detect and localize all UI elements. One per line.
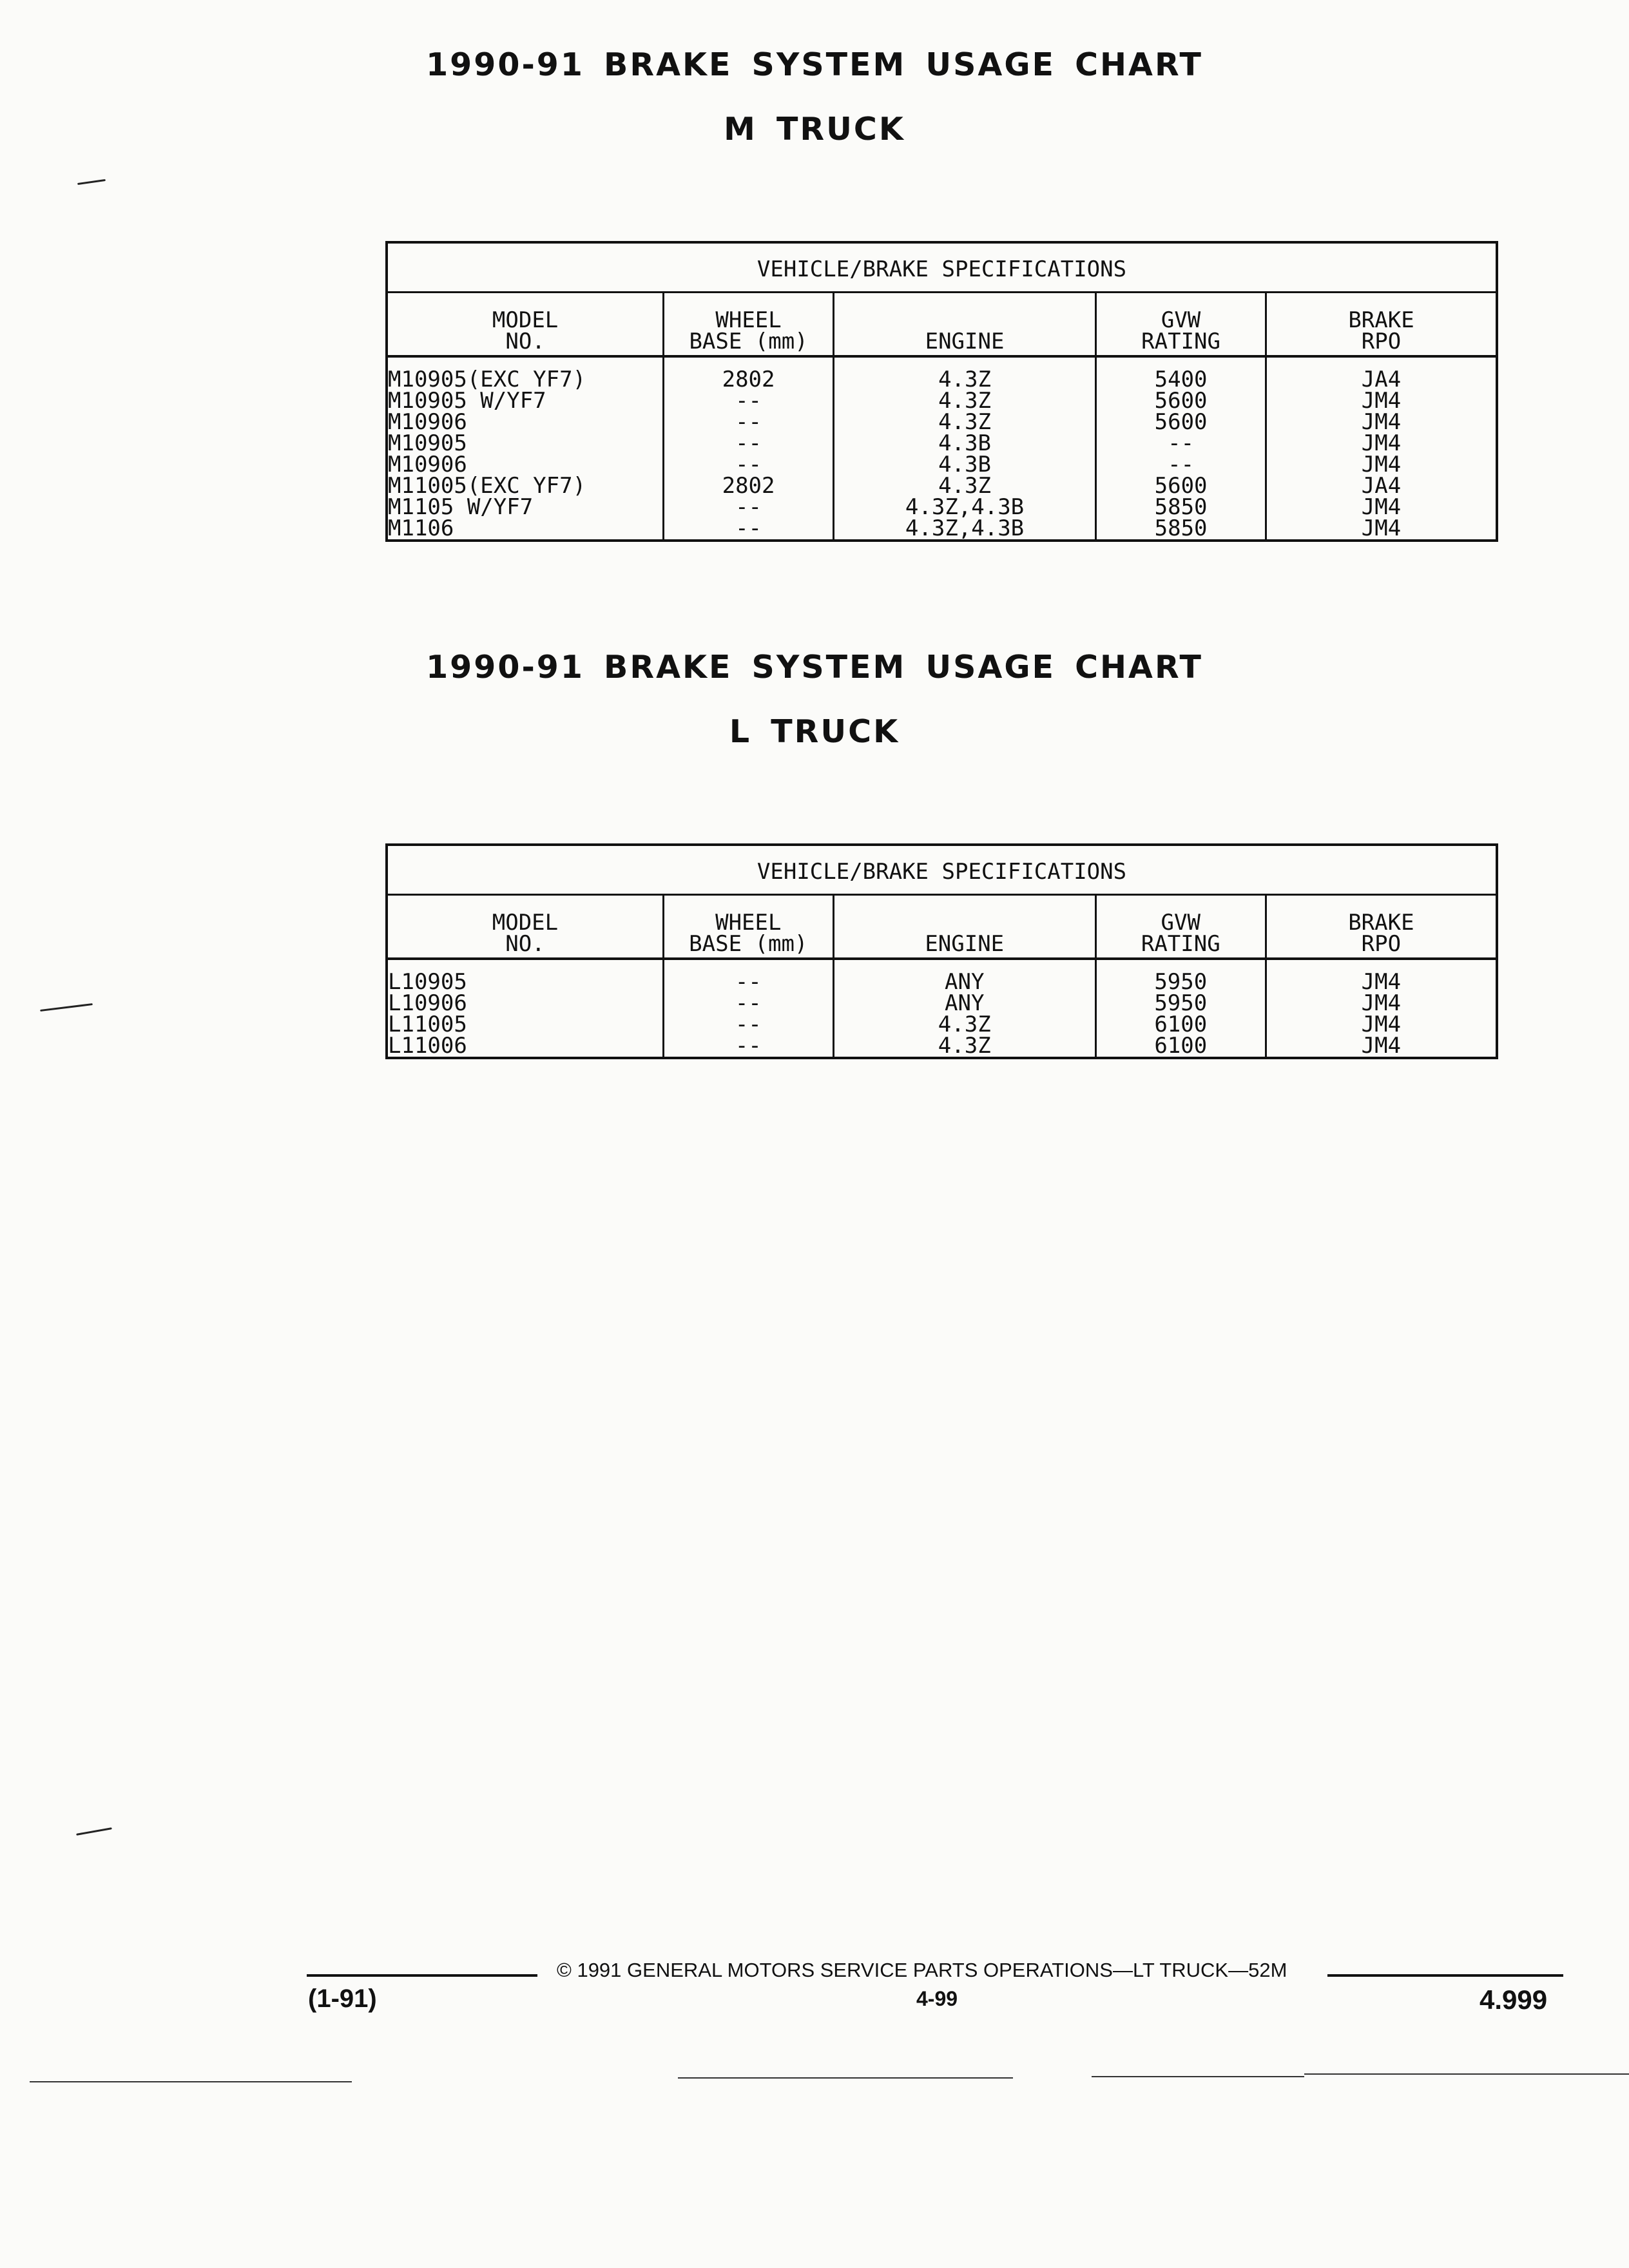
scan-mark [77, 179, 106, 185]
m-truck-spec-table [385, 241, 1498, 542]
table-row [387, 1035, 1497, 1058]
l-col-brake-rpo: BRAKE RPO [1266, 895, 1497, 959]
wheelbase-cell: 2802 [664, 476, 834, 497]
model-cell: M10905 [387, 433, 664, 454]
l-col-engine: ENGINE [833, 895, 1095, 959]
scan-edge-line [678, 2077, 1013, 2079]
gvw-cell: 5600 [1096, 412, 1266, 433]
footer-rule-right [1327, 1974, 1563, 1977]
gvw-cell: 5850 [1096, 497, 1266, 518]
wheelbase-cell: -- [664, 518, 834, 541]
engine-cell: 4.3Z,4.3B [833, 497, 1095, 518]
engine-cell: 4.3B [833, 433, 1095, 454]
l-col-gvw: GVW RATING [1095, 895, 1266, 959]
scan-edge-line [30, 2081, 352, 2082]
footer-copyright: © 1991 GENERAL MOTORS SERVICE PARTS OPERATIONS—LT TRUCK—52M [557, 1959, 1287, 1981]
brake-rpo-cell: JM4 [1266, 959, 1497, 993]
brake-rpo-cell: JM4 [1266, 993, 1497, 1014]
engine-cell: 4.3Z [833, 1014, 1095, 1035]
scan-mark [40, 1003, 93, 1012]
model-cell: M1106 [387, 518, 664, 541]
engine-cell: 4.3Z [833, 476, 1095, 497]
l-chart-subtitle: L TRUCK [729, 713, 900, 750]
engine-cell: 4.3Z [833, 356, 1095, 390]
wheelbase-cell: -- [663, 1035, 833, 1058]
gvw-cell: 6100 [1095, 1035, 1266, 1058]
m-table-body [387, 356, 1497, 541]
wheelbase-cell: -- [663, 993, 833, 1014]
l-col-wheelbase: WHEEL BASE (mm) [663, 895, 833, 959]
wheelbase-cell: -- [664, 412, 834, 433]
brake-rpo-cell: JM4 [1266, 518, 1497, 541]
footer-date-code: (1-91) [308, 1984, 377, 2013]
wheelbase-cell: 2802 [664, 356, 834, 390]
wheelbase-cell: -- [664, 390, 834, 412]
footer-section-number: 4.999 [1480, 1984, 1548, 2015]
gvw-cell: 5600 [1096, 390, 1266, 412]
model-cell: M1105 W/YF7 [387, 497, 664, 518]
gvw-cell: 5600 [1096, 476, 1266, 497]
model-cell: L11006 [387, 1035, 663, 1058]
engine-cell: 4.3Z,4.3B [833, 518, 1095, 541]
engine-cell: 4.3Z [833, 1035, 1095, 1058]
wheelbase-cell: -- [664, 454, 834, 476]
gvw-cell: -- [1096, 433, 1266, 454]
m-col-brake-rpo: BRAKE RPO [1266, 293, 1497, 357]
model-cell: M11005(EXC YF7) [387, 476, 664, 497]
m-chart-title: 1990-91 BRAKE SYSTEM USAGE CHART [426, 46, 1203, 83]
footer-page-number: 4-99 [916, 1987, 958, 2010]
brake-rpo-cell: JM4 [1266, 454, 1497, 476]
engine-cell: ANY [833, 993, 1095, 1014]
wheelbase-cell: -- [664, 433, 834, 454]
m-table-caption: VEHICLE/BRAKE SPECIFICATIONS [387, 242, 1497, 293]
wheelbase-cell: -- [663, 1014, 833, 1035]
gvw-cell: 5400 [1096, 356, 1266, 390]
model-cell: L11005 [387, 1014, 663, 1035]
engine-cell: ANY [833, 959, 1095, 993]
model-cell: M10906 [387, 412, 664, 433]
gvw-cell: 5950 [1095, 959, 1266, 993]
scan-mark [76, 1827, 112, 1836]
scan-edge-line [1092, 2076, 1304, 2077]
l-col-model: MODEL NO. [387, 895, 663, 959]
brake-rpo-cell: JM4 [1266, 1014, 1497, 1035]
m-col-model: MODEL NO. [387, 293, 664, 357]
l-table-caption: VEHICLE/BRAKE SPECIFICATIONS [387, 845, 1497, 895]
model-cell: M10905 W/YF7 [387, 390, 664, 412]
m-col-engine: ENGINE [833, 293, 1095, 357]
l-chart-title: 1990-91 BRAKE SYSTEM USAGE CHART [426, 649, 1203, 686]
wheelbase-cell: -- [663, 959, 833, 993]
brake-rpo-cell: JM4 [1266, 497, 1497, 518]
model-cell: L10906 [387, 993, 663, 1014]
table-row [387, 959, 1497, 993]
engine-cell: 4.3Z [833, 412, 1095, 433]
brake-rpo-cell: JA4 [1266, 476, 1497, 497]
m-col-gvw: GVW RATING [1096, 293, 1266, 357]
m-chart-subtitle: M TRUCK [724, 111, 905, 148]
model-cell: L10905 [387, 959, 663, 993]
brake-rpo-cell: JM4 [1266, 412, 1497, 433]
m-table-header-row [387, 293, 1497, 357]
scan-edge-line [1304, 2073, 1629, 2075]
model-cell: M10905(EXC YF7) [387, 356, 664, 390]
l-table-header-row [387, 895, 1497, 959]
engine-cell: 4.3B [833, 454, 1095, 476]
wheelbase-cell: -- [664, 497, 834, 518]
table-row [387, 518, 1497, 541]
l-truck-spec-table [385, 843, 1498, 1059]
l-table-body [387, 959, 1497, 1058]
gvw-cell: 5850 [1096, 518, 1266, 541]
brake-rpo-cell: JA4 [1266, 356, 1497, 390]
gvw-cell: 5950 [1095, 993, 1266, 1014]
footer-rule-left [307, 1974, 537, 1977]
model-cell: M10906 [387, 454, 664, 476]
engine-cell: 4.3Z [833, 390, 1095, 412]
brake-rpo-cell: JM4 [1266, 1035, 1497, 1058]
brake-rpo-cell: JM4 [1266, 390, 1497, 412]
gvw-cell: 6100 [1095, 1014, 1266, 1035]
m-col-wheelbase: WHEEL BASE (mm) [664, 293, 834, 357]
brake-rpo-cell: JM4 [1266, 433, 1497, 454]
gvw-cell: -- [1096, 454, 1266, 476]
table-row [387, 356, 1497, 390]
